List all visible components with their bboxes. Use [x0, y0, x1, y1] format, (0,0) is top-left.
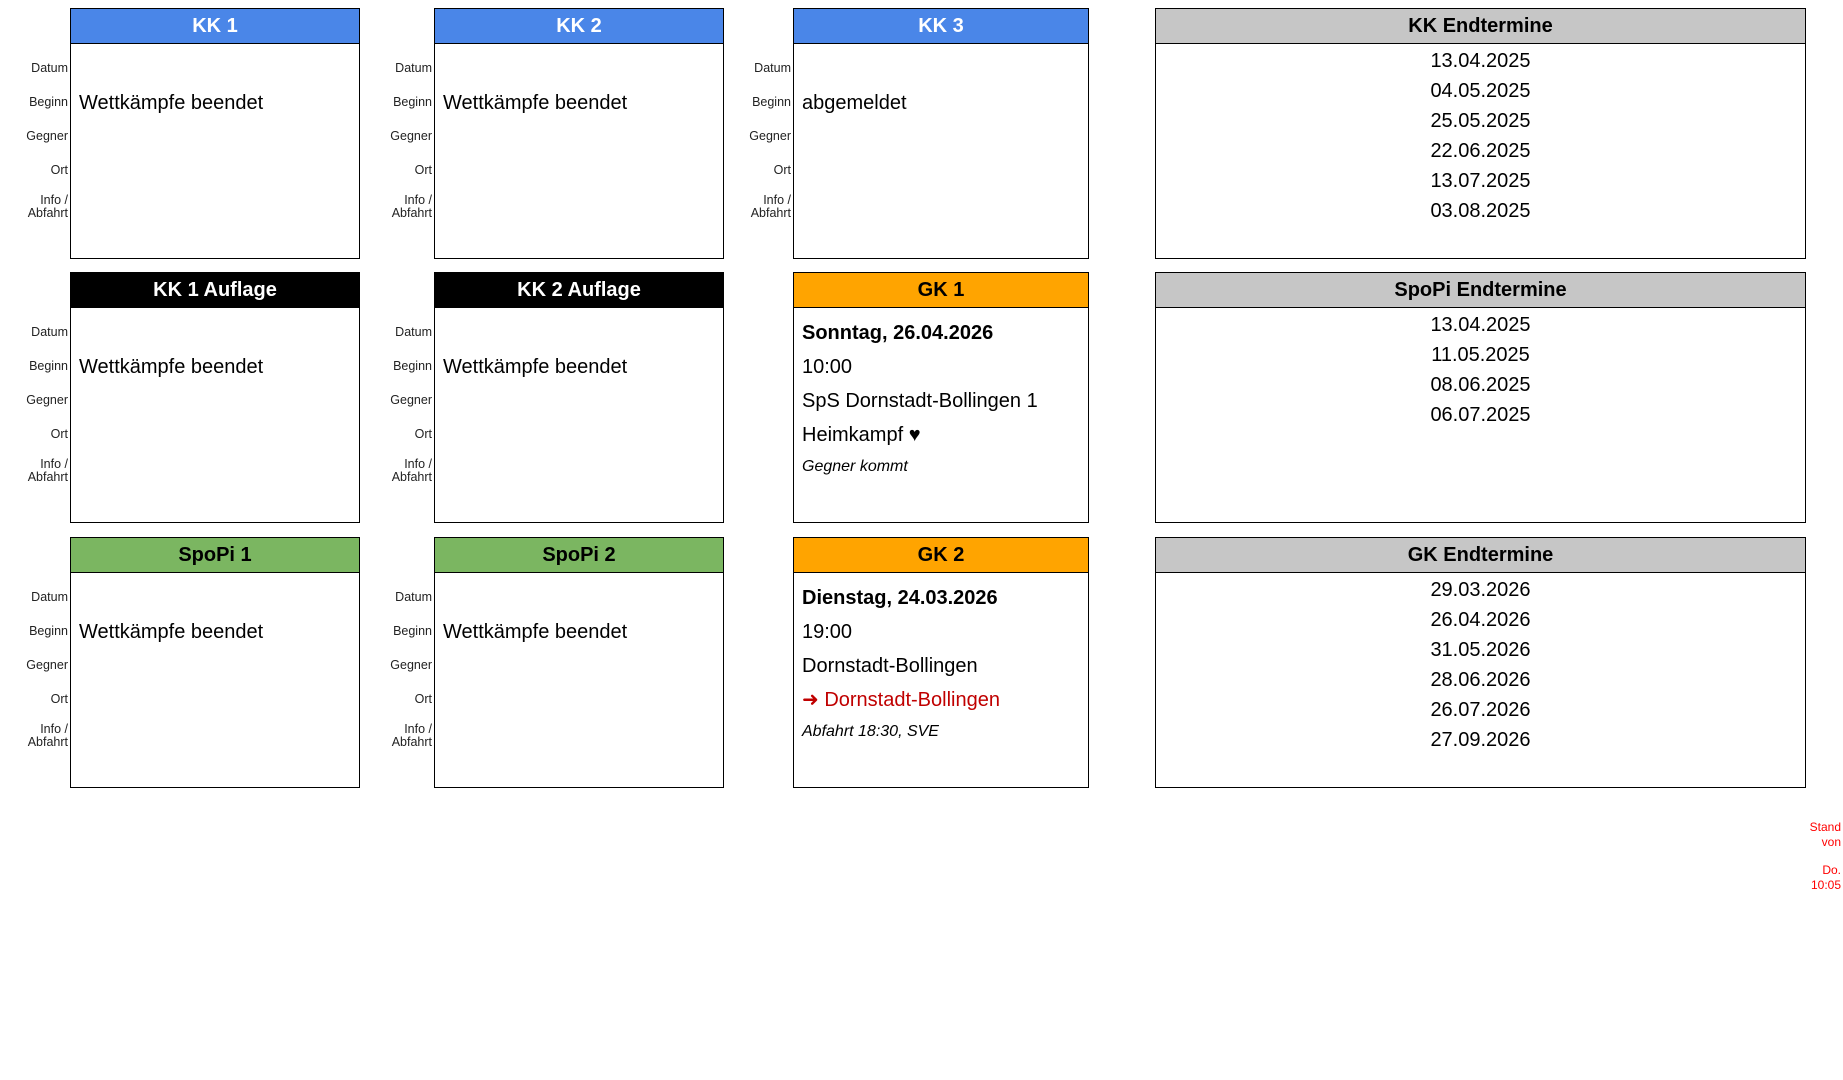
date-item: 28.06.2026 — [1430, 669, 1531, 691]
label-ort: Ort — [50, 692, 68, 706]
card-kk1[interactable] — [26, 8, 360, 259]
label-ort: Ort — [50, 427, 68, 441]
card-title: GK 2 — [793, 537, 1089, 573]
date-item: 06.07.2025 — [1430, 404, 1531, 426]
label-info: Info / Abfahrt — [27, 722, 68, 749]
panel-spopi-endtermine — [1155, 272, 1806, 523]
label-ort: Ort — [50, 163, 68, 177]
panel-dates — [1155, 573, 1806, 788]
card-line-datum: Dienstag, 24.03.2026 — [802, 587, 998, 609]
card-content — [794, 44, 1088, 126]
card-line: Wettkämpfe beendet — [443, 621, 628, 643]
date-item: 04.05.2025 — [1430, 80, 1531, 102]
card-line: Wettkämpfe beendet — [79, 356, 264, 378]
panel-gk-endtermine — [1155, 537, 1806, 788]
card-body — [793, 573, 1089, 788]
date-item: 11.05.2025 — [1431, 344, 1530, 366]
filler — [443, 52, 717, 86]
label-datum: Datum — [31, 590, 68, 604]
card-line: Wettkämpfe beendet — [443, 356, 628, 378]
row-labels — [9, 308, 71, 522]
card-spopi2[interactable] — [390, 537, 724, 788]
date-item: 13.04.2025 — [1430, 50, 1531, 72]
label-gegner: Gegner — [390, 658, 432, 672]
label-beginn: Beginn — [393, 95, 432, 109]
panel-dates — [1155, 44, 1806, 259]
label-gegner: Gegner — [26, 129, 68, 143]
date-item: 13.04.2025 — [1430, 314, 1531, 336]
label-ort: Ort — [414, 692, 432, 706]
card-content — [435, 573, 723, 655]
filler — [79, 52, 353, 86]
label-datum: Datum — [395, 590, 432, 604]
card-kk3[interactable] — [749, 8, 1089, 259]
card-content — [71, 44, 359, 126]
card-content — [794, 573, 1088, 753]
card-line-datum: Sonntag, 26.04.2026 — [802, 322, 994, 344]
card-content — [71, 308, 359, 390]
panel-title: KK Endtermine — [1155, 8, 1806, 44]
row-labels — [732, 44, 794, 258]
label-beginn: Beginn — [393, 359, 432, 373]
label-info: Info / Abfahrt — [391, 457, 432, 484]
label-gegner: Gegner — [749, 129, 791, 143]
row-labels — [373, 573, 435, 787]
date-item: 26.04.2026 — [1430, 609, 1531, 631]
date-item: 29.03.2026 — [1430, 579, 1531, 601]
label-beginn: Beginn — [29, 95, 68, 109]
card-title: KK 2 Auflage — [434, 272, 724, 308]
date-item: 27.09.2026 — [1430, 729, 1531, 751]
date-item: 26.07.2026 — [1430, 699, 1531, 721]
panel-title: GK Endtermine — [1155, 537, 1806, 573]
stand-line-3: Do. — [1822, 863, 1841, 877]
label-gegner: Gegner — [390, 129, 432, 143]
filler — [802, 52, 1082, 86]
card-content — [435, 308, 723, 390]
card-line-gegner: SpS Dornstadt-Bollingen 1 — [802, 390, 1038, 412]
label-beginn: Beginn — [393, 624, 432, 638]
filler — [443, 581, 717, 615]
date-item: 08.06.2025 — [1430, 374, 1531, 396]
label-beginn: Beginn — [752, 95, 791, 109]
row-labels — [9, 573, 71, 787]
card-body — [26, 573, 360, 788]
label-gegner: Gegner — [26, 658, 68, 672]
filler — [79, 581, 353, 615]
label-datum: Datum — [395, 325, 432, 339]
label-datum: Datum — [395, 61, 432, 75]
card-body — [390, 308, 724, 523]
label-datum: Datum — [31, 325, 68, 339]
panel-dates — [1155, 308, 1806, 523]
card-line: Wettkämpfe beendet — [443, 92, 628, 114]
card-gk1[interactable] — [793, 272, 1089, 523]
filler — [79, 316, 353, 350]
label-info: Info / Abfahrt — [391, 722, 432, 749]
card-content — [794, 308, 1088, 488]
card-spopi1[interactable] — [26, 537, 360, 788]
label-ort: Ort — [773, 163, 791, 177]
panel-kk-endtermine — [1155, 8, 1806, 259]
card-title: KK 1 Auflage — [70, 272, 360, 308]
stand-gap — [1797, 850, 1841, 863]
card-title: GK 1 — [793, 272, 1089, 308]
label-gegner: Gegner — [26, 393, 68, 407]
card-kk2[interactable] — [390, 8, 724, 259]
card-title: SpoPi 2 — [434, 537, 724, 573]
stand-info — [1797, 820, 1841, 893]
card-line: abgemeldet — [802, 92, 907, 114]
row-labels — [373, 44, 435, 258]
stand-line-1: Stand — [1809, 820, 1841, 834]
card-title: KK 3 — [793, 8, 1089, 44]
card-line: Wettkämpfe beendet — [79, 92, 264, 114]
label-info: Info / Abfahrt — [750, 193, 791, 220]
card-kk2-auflage[interactable] — [390, 272, 724, 523]
card-line: Wettkämpfe beendet — [79, 621, 264, 643]
date-item: 31.05.2026 — [1430, 639, 1531, 661]
card-line-beginn: 10:00 — [802, 356, 853, 378]
date-item: 22.06.2025 — [1430, 140, 1531, 162]
date-item: 25.05.2025 — [1430, 110, 1531, 132]
label-beginn: Beginn — [29, 624, 68, 638]
label-ort: Ort — [414, 163, 432, 177]
card-line-beginn: 19:00 — [802, 621, 853, 643]
card-line-ort: ➜ Dornstadt-Bollingen — [802, 689, 1000, 711]
date-item: 03.08.2025 — [1430, 200, 1531, 222]
label-info: Info / Abfahrt — [391, 193, 432, 220]
card-body — [749, 44, 1089, 259]
card-kk1-auflage[interactable] — [26, 272, 360, 523]
card-content — [435, 44, 723, 126]
label-datum: Datum — [754, 61, 791, 75]
label-ort: Ort — [414, 427, 432, 441]
card-body — [390, 44, 724, 259]
label-gegner: Gegner — [390, 393, 432, 407]
card-body — [26, 308, 360, 523]
date-item: 13.07.2025 — [1430, 170, 1531, 192]
filler — [443, 316, 717, 350]
card-title: KK 1 — [70, 8, 360, 44]
label-datum: Datum — [31, 61, 68, 75]
card-body — [390, 573, 724, 788]
card-line-gegner: Dornstadt-Bollingen — [802, 655, 978, 677]
row-labels — [9, 44, 71, 258]
card-content — [71, 573, 359, 655]
card-line-ort: Heimkampf ♥ — [802, 424, 921, 446]
stand-line-4: 10:05 — [1810, 878, 1841, 892]
label-beginn: Beginn — [29, 359, 68, 373]
card-body — [26, 44, 360, 259]
card-title: KK 2 — [434, 8, 724, 44]
row-labels — [373, 308, 435, 522]
label-info: Info / Abfahrt — [27, 457, 68, 484]
stand-line-2: von — [1821, 835, 1841, 849]
card-title: SpoPi 1 — [70, 537, 360, 573]
panel-title: SpoPi Endtermine — [1155, 272, 1806, 308]
card-gk2[interactable] — [793, 537, 1089, 788]
card-line-info: Gegner kommt — [802, 458, 908, 475]
card-body — [793, 308, 1089, 523]
label-info: Info / Abfahrt — [27, 193, 68, 220]
card-line-info: Abfahrt 18:30, SVE — [802, 723, 939, 740]
